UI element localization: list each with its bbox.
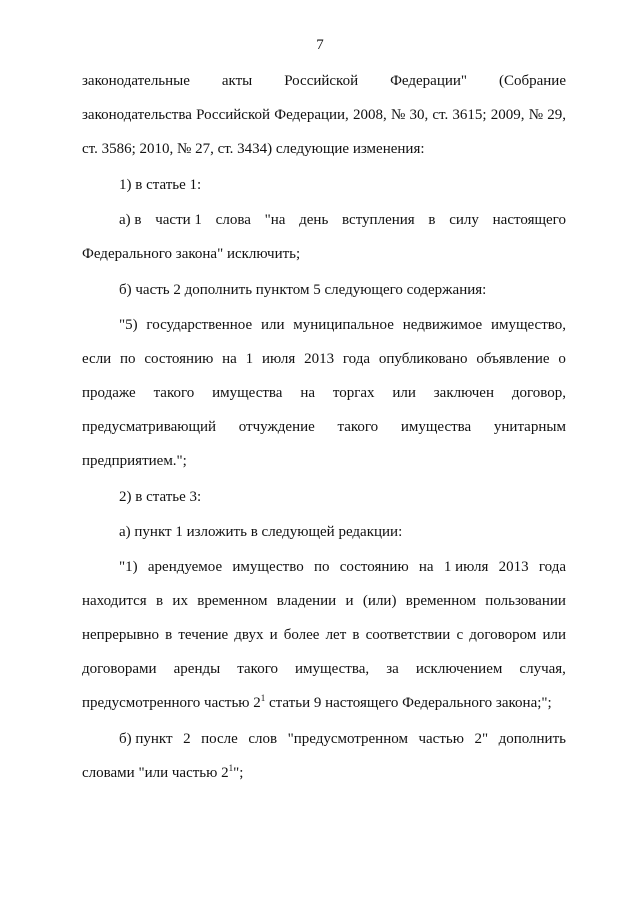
word: настоящего (492, 212, 566, 228)
text-line-14: а) пункт 1 изложить в следующей редакции: (119, 524, 403, 540)
text-line-19 (82, 686, 566, 720)
text-line-9 (82, 342, 566, 376)
text-line-21 (82, 756, 566, 790)
word: договорами (82, 661, 157, 677)
word: дополнить (498, 731, 566, 747)
word: заключен (433, 385, 494, 401)
word: (или) (362, 593, 397, 609)
text-line-16 (82, 584, 566, 618)
word: отчуждение (238, 419, 315, 435)
word: в (165, 627, 173, 643)
word: "5) (119, 317, 138, 333)
word: "на (264, 212, 286, 228)
word: состоянию (339, 559, 409, 575)
word: Российской (196, 107, 271, 123)
word: более (283, 627, 320, 643)
text-line-1 (82, 64, 566, 98)
word: имущества, (295, 661, 370, 677)
word: случая, (519, 661, 566, 677)
word: 2009, (490, 107, 525, 123)
text-line-18 (82, 652, 566, 686)
word: и (345, 593, 354, 609)
word: года (538, 559, 566, 575)
word: 1 июля (443, 559, 489, 575)
word: "1) (119, 559, 138, 575)
word: государственное (146, 317, 253, 333)
word: 2013 (498, 559, 529, 575)
text-line-4: 1) в статье 1: (119, 177, 202, 193)
text-segment: статьи 9 настоящего Федерального закона;"; (265, 695, 552, 711)
word: законодательные (82, 73, 190, 89)
word: такого (237, 661, 278, 677)
word: опубликовано (378, 351, 468, 367)
word: в (428, 212, 436, 228)
word: аренды (173, 661, 221, 677)
word: продаже (82, 385, 136, 401)
word: пользовании (485, 593, 566, 609)
word: июля (261, 351, 296, 367)
word: соответствии (365, 627, 451, 643)
text-line-17 (82, 618, 566, 652)
word: день (299, 212, 329, 228)
word: ст. (432, 107, 449, 123)
word: 2" (474, 731, 489, 747)
text-segment: предусмотренного частью 2 (82, 695, 261, 711)
word: по (313, 559, 330, 575)
word: слов (248, 731, 278, 747)
word: временном (197, 593, 268, 609)
word: или (392, 385, 416, 401)
word: части 1 (155, 212, 202, 228)
word: имущества (212, 385, 283, 401)
text-line-2 (82, 98, 566, 132)
word: Федерации" (390, 73, 468, 89)
word: (Собрание (498, 73, 566, 89)
word: на (418, 559, 434, 575)
word: 29, (547, 107, 566, 123)
word: 3615; (452, 107, 487, 123)
text-line-8 (119, 308, 566, 342)
word: 2008, (353, 107, 387, 123)
word: исключением (415, 661, 503, 677)
word: слова (215, 212, 251, 228)
superscript: 1 (228, 763, 234, 773)
text-line-12: предприятием."; (82, 453, 187, 469)
text-line-13: 2) в статье 3: (119, 489, 202, 505)
word: вступления (342, 212, 415, 228)
word: объявление (476, 351, 550, 367)
word: Российской (284, 73, 359, 89)
word: двух (234, 627, 264, 643)
word: или (260, 317, 285, 333)
word: 1 (245, 351, 254, 367)
word: если (82, 351, 112, 367)
word: или (542, 627, 566, 643)
word: договор, (511, 385, 566, 401)
text-segment: словами "или частью 2 (82, 765, 229, 781)
word: в (352, 627, 360, 643)
word: течение (178, 627, 229, 643)
word: на (300, 385, 315, 401)
word: и (269, 627, 278, 643)
word: акты (221, 73, 253, 89)
text-line-11 (82, 410, 566, 444)
word: б) пункт (119, 731, 173, 747)
word: имущество (232, 559, 304, 575)
word: после (201, 731, 238, 747)
word: а) в (119, 212, 142, 228)
word: с (456, 627, 464, 643)
word: такого (153, 385, 195, 401)
word: силу (449, 212, 479, 228)
word: состоянию (144, 351, 214, 367)
word: в (155, 593, 164, 609)
word: арендуемое (147, 559, 223, 575)
text-line-20 (119, 722, 566, 756)
word: частью (418, 731, 464, 747)
word: временном (405, 593, 476, 609)
word: такого (337, 419, 379, 435)
word: торгах (332, 385, 375, 401)
page-number: 7 (316, 37, 324, 53)
word: по (120, 351, 136, 367)
word: владении (276, 593, 337, 609)
word: № (390, 107, 406, 123)
text-line-7: б) часть 2 дополнить пунктом 5 следующего содержания: (119, 282, 487, 298)
word: их (172, 593, 188, 609)
word: непрерывно (82, 627, 160, 643)
word: имущества (400, 419, 472, 435)
word: законодательства (82, 107, 192, 123)
word: находится (82, 593, 147, 609)
word: лет (325, 627, 347, 643)
word: недвижимое (402, 317, 483, 333)
text-line-5 (119, 203, 566, 237)
word: 2 (183, 731, 191, 747)
word: договором (469, 627, 537, 643)
word: унитарным (493, 419, 566, 435)
word: года (342, 351, 371, 367)
superscript: 1 (260, 693, 266, 703)
text-line-10 (82, 376, 566, 410)
word: Федерации, (274, 107, 349, 123)
word: предусматривающий (82, 419, 217, 435)
text-segment: "; (233, 765, 244, 781)
word: 30, (409, 107, 429, 123)
word: за (386, 661, 399, 677)
word: муниципальное (293, 317, 394, 333)
word: о (558, 351, 566, 367)
text-line-3: ст. 3586; 2010, № 27, ст. 3434) следующие изменения: (82, 141, 425, 157)
word: № (528, 107, 544, 123)
word: имущество, (490, 317, 566, 333)
text-line-6: Федерального закона" исключить; (82, 246, 301, 262)
text-line-15 (119, 550, 566, 584)
word: на (222, 351, 237, 367)
word: 2013 (304, 351, 335, 367)
word: "предусмотренном (287, 731, 408, 747)
